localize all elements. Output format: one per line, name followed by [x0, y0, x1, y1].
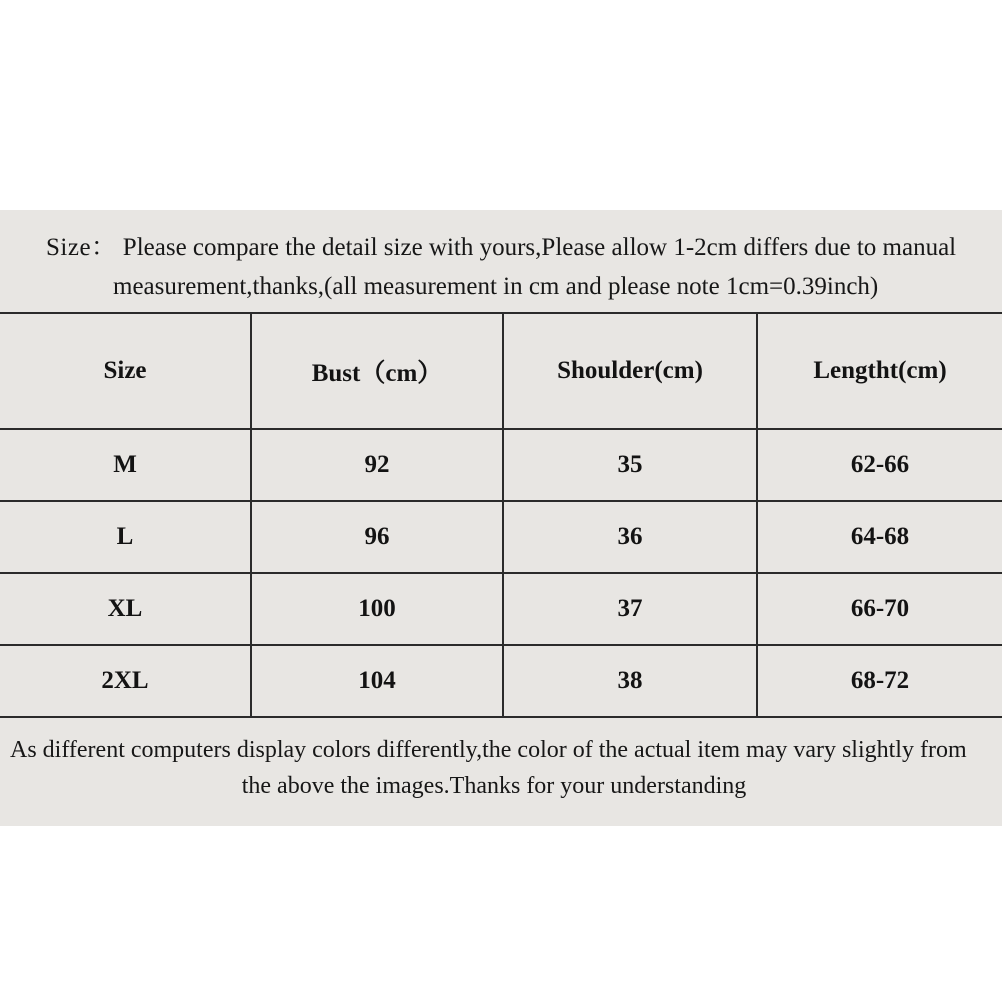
cell-shoulder: 37 [503, 573, 757, 645]
size-table [0, 312, 1002, 718]
size-note-line-2: measurement,thanks,(all measurement in cm and please note 1cm=0.39inch) [113, 273, 879, 300]
table-row [0, 501, 1002, 573]
cell-shoulder: 35 [503, 429, 757, 501]
color-disclaimer-line-2: the above the images.Thanks for your understanding [241, 773, 747, 799]
cell-bust: 100 [251, 573, 503, 645]
cell-bust: 104 [251, 645, 503, 717]
cell-size: M [0, 429, 251, 501]
table-row [0, 645, 1002, 717]
cell-size: L [0, 501, 251, 573]
column-header-length: Lengtht(cm) [757, 313, 1002, 429]
measurement-note [0, 210, 1002, 312]
cell-length: 62-66 [757, 429, 1002, 501]
color-disclaimer [0, 718, 1002, 826]
column-header-bust: Bust（cm） [251, 313, 503, 429]
cell-length: 64-68 [757, 501, 1002, 573]
cell-length: 66-70 [757, 573, 1002, 645]
cell-shoulder: 38 [503, 645, 757, 717]
cell-shoulder: 36 [503, 501, 757, 573]
table-header-row [0, 313, 1002, 429]
table-row [0, 573, 1002, 645]
column-header-shoulder: Shoulder(cm) [503, 313, 757, 429]
column-header-size: Size [0, 313, 251, 429]
cell-bust: 92 [251, 429, 503, 501]
size-note-label: Size： [46, 234, 117, 261]
cell-size: 2XL [0, 645, 251, 717]
cell-length: 68-72 [757, 645, 1002, 717]
size-chart-sheet [0, 210, 1002, 826]
size-note-line-1: Please compare the detail size with yours,Please allow 1-2cm differs due to manual [122, 234, 957, 261]
cell-bust: 96 [251, 501, 503, 573]
cell-size: XL [0, 573, 251, 645]
table-row [0, 429, 1002, 501]
color-disclaimer-line-1: As different computers display colors differently,the color of the actual item may vary slightly from [10, 737, 967, 763]
